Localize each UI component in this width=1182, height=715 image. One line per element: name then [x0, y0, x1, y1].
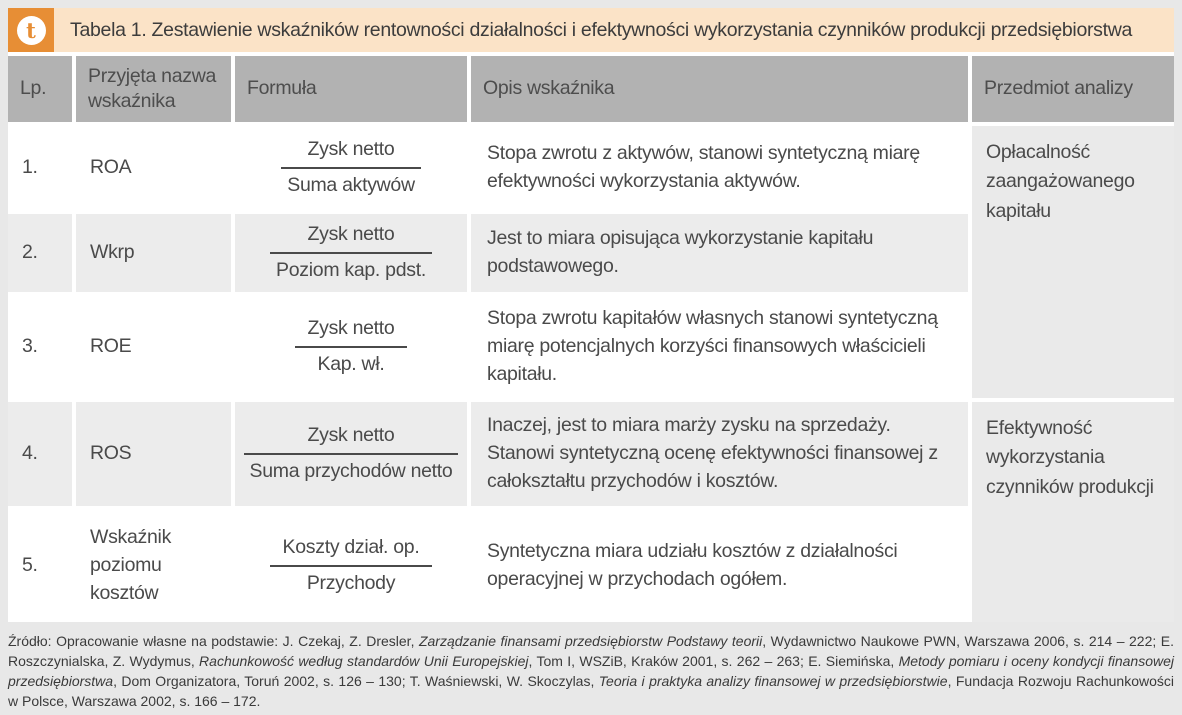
row-5-lp: 5. — [8, 510, 72, 622]
row-1-lp: 1. — [8, 126, 72, 210]
fraction-numerator: Zysk netto — [307, 424, 395, 447]
table-bubble-icon: t — [17, 16, 46, 45]
row-4-lp: 4. — [8, 402, 72, 506]
table-caption-bar — [8, 8, 1174, 52]
fraction — [270, 534, 433, 597]
row-4-indicator-name: ROS — [76, 402, 231, 506]
fraction-numerator: Zysk netto — [307, 317, 395, 340]
caption-section — [8, 8, 1174, 622]
fraction-numerator: Koszty dział. op. — [282, 536, 420, 559]
column-header-lp: Lp. — [8, 56, 72, 122]
table-caption-title: Tabela 1. Zestawienie wskaźników rentowności działalności i efektywności wykorzystania czynników produkcji przedsiębiorstwa — [70, 18, 1133, 41]
fraction-denominator: Suma przychodów netto — [249, 460, 453, 482]
indicators-table — [8, 56, 1174, 622]
column-header-analysis: Przedmiot analizy — [972, 56, 1174, 122]
fraction — [295, 315, 408, 378]
analysis-group-efficiency: Efektywność wykorzystania czynników produkcji — [972, 402, 1174, 622]
row-2-indicator-name: Wkrp — [76, 214, 231, 292]
document-sheet — [8, 8, 1174, 711]
fraction — [270, 221, 432, 284]
row-2-description: Jest to miara opisująca wykorzystanie kapitału podstawowego. — [471, 214, 968, 292]
row-3-formula — [235, 296, 467, 398]
row-3-indicator-name: ROE — [76, 296, 231, 398]
fraction-numerator: Zysk netto — [307, 223, 395, 246]
row-1-description: Stopa zwrotu z aktywów, stanowi syntetyczną miarę efektywności wykorzystania aktywów. — [471, 126, 968, 210]
fraction-numerator: Zysk netto — [307, 138, 395, 161]
fraction-denominator: Przychody — [306, 572, 396, 594]
row-5-description: Syntetyczna miara udziału kosztów z działalności operacyjnej w przychodach ogółem. — [471, 510, 968, 622]
source-citation: Źródło: Opracowanie własne na podstawie: J. Czekaj, Z. Dresler, Zarządzanie finansami przedsiębiorstw Podstawy teorii, Wydawnictwo Naukowe PWN, Warszawa 2006, s. 214 – 222; E. Roszczynialska, Z. Wydymus, Rachunkowość według standardów Unii Europejskiej, Tom I, WSZiB, Kraków 2001, s. 262 – 263; E. Siemińska, Metody pomiaru i oceny kondycji finansowej przedsiębiorstwa, Dom Organizatora, Toruń 2002, s. 126 – 130; T. Waśniewski, W. Skoczylas, Teoria i praktyka analizy finansowej w przedsiębiorstwie, Fundacja Rozwoju Rachunkowości w Polsce, Warszawa 2002, s. 166 – 172. — [8, 633, 1174, 710]
fraction — [244, 422, 459, 485]
row-4-formula — [235, 402, 467, 506]
row-3-description: Stopa zwrotu kapitałów własnych stanowi syntetyczną miarę potencjalnych korzyści finansowych właścicieli kapitału. — [471, 296, 968, 398]
column-header-description: Opis wskaźnika — [471, 56, 968, 122]
row-4-description: Inaczej, jest to miara marży zysku na sprzedaży. Stanowi syntetyczną ocenę efektywności finansowej z całokształtu przychodów i kosztów. — [471, 402, 968, 506]
row-2-lp: 2. — [8, 214, 72, 292]
fraction-denominator: Poziom kap. pdst. — [276, 259, 426, 281]
fraction-denominator: Kap. wł. — [317, 353, 385, 375]
row-5-indicator-name: Wskaźnik poziomu kosztów — [76, 510, 231, 622]
fraction-denominator: Suma aktywów — [287, 174, 415, 196]
column-header-name: Przyjęta nazwa wskaźnika — [76, 56, 231, 122]
table-icon-box — [8, 8, 54, 52]
row-2-formula — [235, 214, 467, 292]
row-5-formula — [235, 510, 467, 622]
analysis-group-capital: Opłacalność zaangażowanego kapitału — [972, 126, 1174, 398]
row-1-indicator-name: ROA — [76, 126, 231, 210]
row-1-formula — [235, 126, 467, 210]
row-3-lp: 3. — [8, 296, 72, 398]
fraction — [281, 136, 421, 199]
column-header-formula: Formuła — [235, 56, 467, 122]
